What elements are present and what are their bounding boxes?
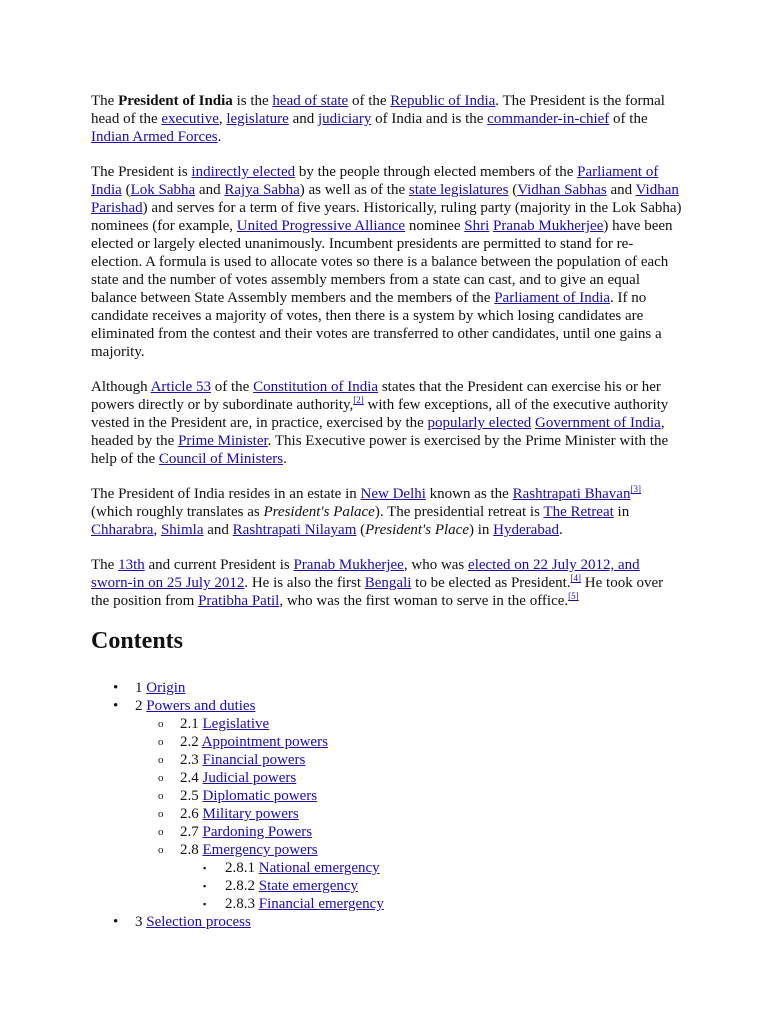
toc-item [91,841,683,913]
link-republic-of-india[interactable]: Republic of India [390,93,496,109]
text: The President is [91,164,192,180]
text: known as the [425,486,513,502]
text: , who was [403,557,469,573]
link-parliament-of-india-2[interactable]: Parliament of India [494,290,611,306]
toc-number: 2.2 [180,734,199,750]
toc-number: 1 [135,680,143,696]
toc-link-diplomatic-powers[interactable]: Diplomatic powers [202,788,318,804]
toc-item [91,733,683,751]
square-bullet-icon: ▪ [203,881,207,891]
link-legislature[interactable]: legislature [226,111,289,127]
link-executive[interactable]: executive [161,111,219,127]
text: of the [609,111,648,127]
text: with few exceptions, all of the executive authority vested in the President are, in practice, exercised by the [91,397,669,431]
link-chharabra[interactable]: Chharabra [91,522,154,538]
link-shri[interactable]: Shri [464,218,490,234]
toc-link-state-emergency[interactable]: State emergency [258,878,359,894]
toc-item [91,823,683,841]
text: . If no candidate receives a majority of votes, then there is a system by which losing candidates are eliminated from the contest and their votes are transferred to other candidates, until one gains a majority. [91,290,662,360]
toc-number: 2.8 [180,842,199,858]
link-head-of-state[interactable]: head of state [272,93,349,109]
text: of the [348,93,391,109]
link-shimla[interactable]: Shimla [160,522,204,538]
link-indirectly-elected[interactable]: indirectly elected [191,164,296,180]
toc-number: 2.3 [180,752,199,768]
toc-item [91,679,683,697]
contents-heading: Contents [91,628,184,654]
toc-sublist [135,715,683,913]
circle-bullet-icon: o [158,844,164,856]
link-vidhan-sabhas[interactable]: Vidhan Sabhas [517,182,607,198]
square-bullet-icon: ▪ [203,899,207,909]
toc-number: 2.1 [180,716,199,732]
text: The President of India resides in an estate in [91,486,361,502]
link-lok-sabha[interactable]: Lok Sabha [130,182,196,198]
text: is the [232,93,273,109]
circle-bullet-icon: o [158,826,164,838]
table-of-contents [91,679,683,931]
text: He took over the position from [91,575,664,609]
election-paragraph [91,163,683,361]
circle-bullet-icon: o [158,790,164,802]
link-rashtrapati-nilayam[interactable]: Rashtrapati Nilayam [232,522,357,538]
citation-4[interactable]: [4] [570,573,582,583]
text: nominee [405,218,465,234]
text: ) in [469,522,494,538]
bullet-icon: • [113,698,119,714]
text: The [91,93,119,109]
link-new-delhi[interactable]: New Delhi [360,486,426,502]
link-the-retreat[interactable]: The Retreat [543,504,614,520]
citation-2[interactable]: [2] [353,395,364,405]
circle-bullet-icon: o [158,772,164,784]
text: Although [91,379,151,395]
toc-link-national-emergency[interactable]: National emergency [258,860,380,876]
intro-paragraph [91,92,683,146]
circle-bullet-icon: o [158,736,164,748]
text: , headed by the [91,415,665,449]
text: The [91,557,119,573]
text: of the [211,379,254,395]
powers-paragraph [91,378,683,468]
text: states that the President can exercise his or her powers directly or by subordinate authority, [91,379,661,413]
toc-number: 2.7 [180,824,199,840]
link-pratibha-patil[interactable]: Pratibha Patil [198,593,280,609]
link-government-of-india[interactable]: Government of India [535,415,661,431]
link-popularly-elected[interactable]: popularly elected [427,415,532,431]
link-judiciary[interactable]: judiciary [318,111,372,127]
text: of India and is the [371,111,488,127]
emphasis: President's Palace [263,504,375,520]
link-united-progressive-alliance[interactable]: United Progressive Alliance [236,218,406,234]
citation-5[interactable]: [5] [568,591,579,601]
link-pranab-mukherjee[interactable]: Pranab Mukherjee [493,218,604,234]
toc-item [91,715,683,733]
text: . [217,129,222,145]
toc-item [91,697,683,913]
text: . [558,522,563,538]
toc-number: 2.6 [180,806,199,822]
toc-number: 2.8.3 [225,896,255,912]
circle-bullet-icon: o [158,808,164,820]
link-pranab-mukherjee-2[interactable]: Pranab Mukherjee [293,557,404,573]
toc-link-financial-emergency[interactable]: Financial emergency [258,896,384,912]
link-vidhan-parishad[interactable]: Vidhan Parishad [91,182,679,216]
citation-3[interactable]: [3] [630,484,641,494]
article-body [91,92,683,931]
square-bullet-icon: ▪ [203,863,207,873]
text: , who was the first woman to serve in the office. [279,593,569,609]
toc-link-origin[interactable]: Origin [146,680,186,696]
text: and [606,182,636,198]
bullet-icon: • [113,914,119,930]
text: and [203,522,233,538]
toc-item [91,877,683,895]
circle-bullet-icon: o [158,754,164,766]
link-indian-armed-forces[interactable]: Indian Armed Forces [91,129,218,145]
text: . The President is the formal head of the [91,93,665,127]
toc-item [91,895,683,913]
article-subject: President of India [118,93,233,109]
link-constitution-of-india[interactable]: Constitution of India [253,379,379,395]
text: . He is also the first [244,575,365,591]
link-election-date[interactable]: elected on 22 July 2012, and sworn-in on 25 July 2012 [91,557,640,591]
text: ). The presidential retreat is [374,504,544,520]
toc-item [91,787,683,805]
link-bengali[interactable]: Bengali [364,575,412,591]
toc-link-financial-powers[interactable]: Financial powers [202,752,306,768]
link-commander-in-chief[interactable]: commander-in-chief [487,111,610,127]
toc-sublist [180,859,683,913]
text: . This Executive power is exercised by the Prime Minister with the help of the [91,433,669,467]
toc-link-pardoning-powers[interactable]: Pardoning Powers [202,824,313,840]
toc-number: 2.4 [180,770,199,786]
current-president-paragraph [91,556,683,610]
text: (which roughly translates as [91,504,264,520]
link-article-53[interactable]: Article 53 [150,379,211,395]
text: , [153,522,161,538]
toc-link-selection-process[interactable]: Selection process [146,914,251,930]
link-rashtrapati-bhavan[interactable]: Rashtrapati Bhavan [512,486,631,502]
link-council-of-ministers[interactable]: Council of Ministers [158,451,284,467]
emphasis: President's Place [365,522,469,538]
toc-number: 2.5 [180,788,199,804]
link-hyderabad[interactable]: Hyderabad [493,522,559,538]
text: and [195,182,225,198]
link-prime-minister[interactable]: Prime Minister [178,433,268,449]
link-state-legislatures[interactable]: state legislatures [408,182,509,198]
text: ( [508,182,518,198]
link-13th[interactable]: 13th [118,557,145,573]
toc-item [91,769,683,787]
bullet-icon: • [113,680,119,696]
toc-number: 2.8.2 [225,878,255,894]
toc-link-military-powers[interactable]: Military powers [202,806,299,822]
toc-number: 2 [135,698,143,714]
text: . [283,451,287,467]
text: ( [356,522,366,538]
text: and [288,111,319,127]
text: ( [121,182,131,198]
text: ) as well as of the [299,182,409,198]
text: ) have been elected or largely elected unanimously. Incumbent presidents are permitted to stand for re-election. A formula is used to allocate votes so there is a balance between the population of each state and the number of votes assembly members from a state can cast, and to give an equal balance between State Assembly members and the members of the [91,218,673,306]
residence-paragraph [91,485,683,539]
toc-link-judicial-powers[interactable]: Judicial powers [202,770,297,786]
toc-number: 3 [135,914,143,930]
text: to be elected as President. [411,575,571,591]
toc-number: 2.8.1 [225,860,255,876]
toc-link-powers-and-duties[interactable]: Powers and duties [146,698,256,714]
toc-item [91,913,683,931]
toc-item [91,751,683,769]
text: ) and serves for a term of five years. Historically, ruling party (majority in the Lok Sabha) nominees (for example, [91,200,682,234]
text: by the people through elected members of the [295,164,578,180]
toc-item [91,805,683,823]
text: and current President is [144,557,294,573]
toc-link-legislative[interactable]: Legislative [202,716,270,732]
toc-link-appointment-powers[interactable]: Appointment powers [201,734,328,750]
link-parliament-of-india[interactable]: Parliament of India [91,164,659,198]
toc-item [91,859,683,877]
text: in [613,504,630,520]
text: , [218,111,227,127]
circle-bullet-icon: o [158,718,164,730]
toc-link-emergency-powers[interactable]: Emergency powers [202,842,318,858]
link-rajya-sabha[interactable]: Rajya Sabha [224,182,300,198]
